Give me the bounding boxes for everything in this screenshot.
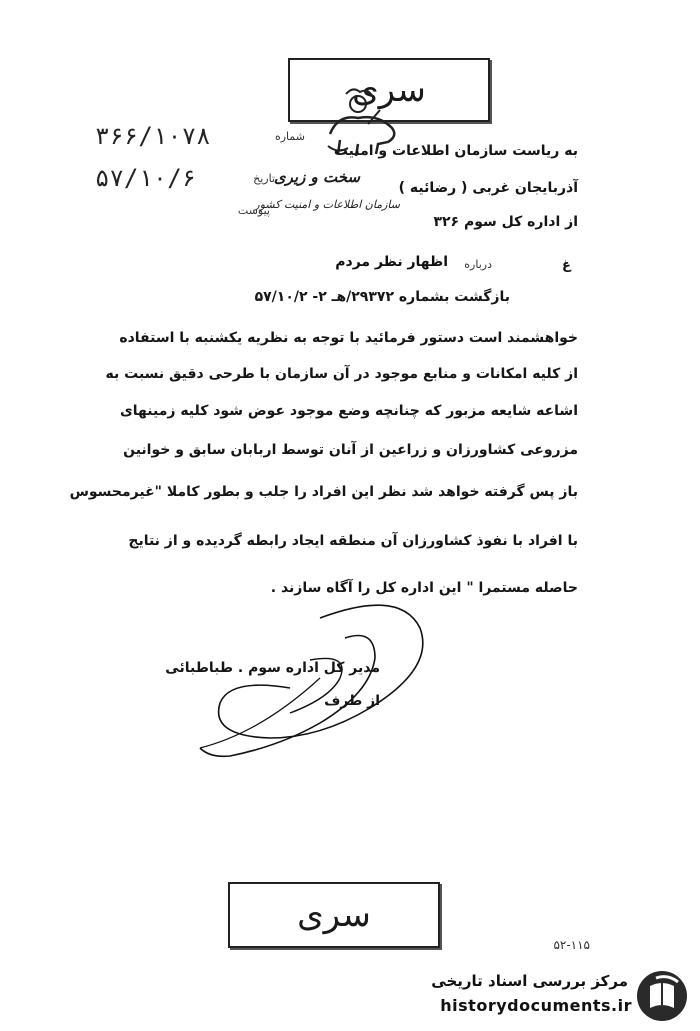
number-value: ۳۶۶/۱۰۷۸ bbox=[95, 122, 211, 150]
body-line-5: باز پس گرفته خواهد شد نظر این افراد را جلب و بطور کاملا "غیرمحسوس bbox=[69, 484, 578, 500]
page-code: ۵۲-۱۱۵ bbox=[553, 938, 590, 952]
reference-line: بازگشت بشماره ۲۹۳۷۲/هـ ۲- ۵۷/۱۰/۲ bbox=[254, 289, 510, 305]
watermark-title: مرکز بررسی اسناد تاریخی bbox=[431, 972, 628, 990]
watermark-url: historydocuments.ir bbox=[440, 996, 632, 1015]
header-line-3: از اداره کل سوم ۳۲۶ bbox=[433, 214, 578, 230]
body-line-4: مزروعی کشاورزان و زراعین از آنان توسط اربابان سابق و خوانین bbox=[123, 442, 578, 458]
body-line-1: خواهشمند است دستور فرمائید با توجه به نظریه یکشنبه با استفاده bbox=[119, 330, 578, 346]
attachment-label: پیوست bbox=[237, 204, 270, 217]
subject-label: درباره bbox=[464, 258, 492, 271]
signatory-on-behalf: از طرف bbox=[324, 693, 380, 709]
date-value: ۵۷/۱۰/۶ bbox=[95, 164, 197, 192]
handwritten-header-note: سخت و زیری bbox=[273, 168, 360, 186]
bottom-classification-text: سری bbox=[297, 895, 371, 935]
subject-value: اظهار نظر مردم bbox=[335, 254, 448, 270]
archive-logo-icon bbox=[634, 968, 690, 1024]
body-line-2: از کلیه امکانات و منابع موجود در آن سازمان با طرحی دقیق نسبت به bbox=[105, 366, 578, 382]
subject-mark: غ bbox=[562, 258, 571, 273]
body-line-7: حاصله مستمرا " این اداره کل را آگاه سازند . bbox=[270, 580, 578, 596]
header-line-2: آذربایجان غربی ( رضائیه ) bbox=[398, 180, 578, 196]
bottom-classification-stamp bbox=[228, 882, 440, 948]
date-label: تاریخ bbox=[253, 172, 275, 185]
number-label: شماره bbox=[274, 130, 305, 143]
body-line-3: اشاعه شایعه مزبور که چنانچه وضع موجود عوض شود کلیه زمینهای bbox=[119, 403, 578, 419]
reference-fields bbox=[95, 122, 305, 222]
seal-caption: سازمان اطلاعات و امنیت کشور bbox=[254, 198, 400, 211]
handwritten-signature-icon bbox=[170, 598, 440, 768]
header-line-1: به ریاست سازمان اطلاعات و امنیت bbox=[333, 143, 578, 159]
signatory-title: مدیر کل اداره سوم . طباطبائی bbox=[165, 660, 380, 676]
body-line-6: با افراد با نفوذ کشاورزان آن منطقه ایجاد رابطه گردیده و از نتایج bbox=[128, 533, 578, 549]
top-classification-text: سری bbox=[352, 70, 426, 110]
